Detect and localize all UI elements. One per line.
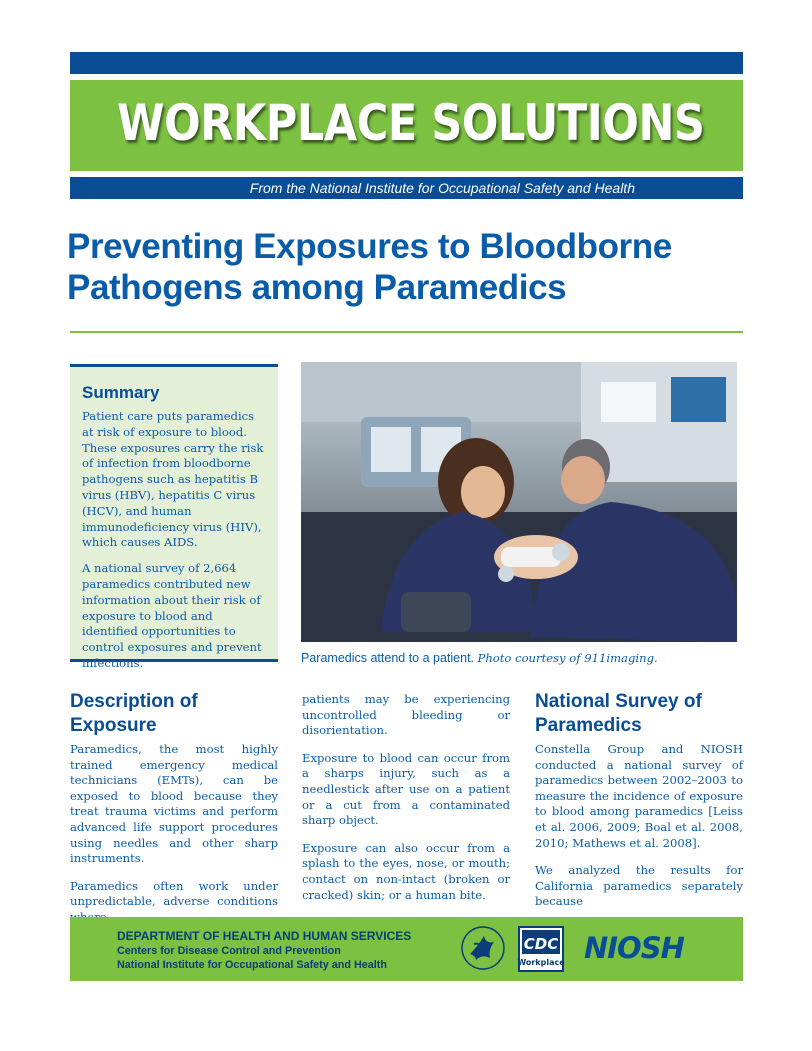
- survey-heading-line2: Paramedics: [535, 715, 642, 736]
- page-title-line2: Pathogens among Paramedics: [67, 268, 567, 307]
- subtitle-text: From the National Institute for Occupational Safety and Health: [249, 180, 635, 196]
- header-top-bar: [70, 52, 743, 74]
- footer-niosh-name: National Institute for Occupational Safety and Health: [117, 959, 387, 971]
- description-paragraph-3: patients may be experiencing uncontrolled bleeding or disorientation.: [302, 692, 510, 738]
- summary-box: [70, 364, 278, 670]
- photo-credit: Photo courtesy of 911imaging.: [477, 651, 658, 665]
- footer-agency-text: [117, 928, 411, 972]
- footer-cdc-name: Centers for Disease Control and Prevention: [117, 945, 341, 957]
- photo-caption: [301, 651, 741, 665]
- description-heading-line1: Description of: [70, 691, 198, 712]
- subtitle-bar: [70, 177, 743, 199]
- paramedics-photo-illustration: [301, 362, 737, 642]
- cdc-logo-text: CDC: [523, 935, 559, 953]
- cdc-logo-subtext: Workplace: [517, 958, 565, 967]
- niosh-logo: NIOSH: [584, 931, 684, 965]
- footer-department: DEPARTMENT OF HEALTH AND HUMAN SERVICES: [117, 929, 412, 943]
- description-paragraph-1: Paramedics, the most highly trained emergency medical technicians (EMTs), can be exposed to blood because they treat trauma victims and perform advanced life support procedures using needles and other sharp instruments.: [70, 742, 278, 866]
- survey-heading-line1: National Survey of: [535, 691, 702, 712]
- description-heading: [70, 690, 278, 738]
- footer-bar: [70, 917, 743, 981]
- paramedics-photo: [301, 362, 737, 642]
- page-title: [67, 226, 767, 308]
- description-continued-column: [302, 692, 510, 915]
- description-paragraph-2: Paramedics often work under unpredictable, adverse conditions: [70, 878, 278, 909]
- cdc-workplace-logo: [517, 925, 565, 977]
- page-title-line1: Preventing Exposures to Bloodborne: [67, 227, 672, 266]
- summary-heading: Summary: [82, 383, 160, 402]
- description-paragraph-5: Exposure can also occur from a splash to the eyes, nose, or mouth; contact on non-intact (broken or cracked) skin; or a human bite.: [302, 840, 510, 902]
- survey-heading: [535, 690, 743, 738]
- description-paragraph-4: Exposure to blood can occur from a sharps injury, such as a needlestick after use on a patient or a cut from a contaminated sharp object.: [302, 750, 510, 828]
- summary-paragraph-2: A national survey of 2,664 paramedics contributed new information about their risk of exposure to blood and identified opportunities to control exposures and prevent infections.: [82, 561, 262, 670]
- hhs-eagle-icon: [460, 924, 506, 976]
- summary-paragraph-1: Patient care puts paramedics at risk of exposure to blood. These exposures carry the risk of infection from bloodborne pathogens such as hepatitis B virus (HBV), hepatitis C virus (HCV), and human immunodeficiency virus (HIV), which causes AIDS.: [82, 409, 264, 550]
- title-divider: [70, 331, 743, 333]
- photo-caption-text: Paramedics attend to a patient.: [301, 651, 475, 665]
- banner-title: WORKPLACE SOLUTIONS: [117, 94, 705, 152]
- survey-column: [535, 690, 743, 922]
- survey-paragraph-2: We analyzed the results for California paramedics separately because: [535, 863, 743, 909]
- description-column: [70, 690, 278, 938]
- survey-paragraph-1: Constella Group and NIOSH conducted a national survey of paramedics between 2002–2003 to measure the incidence of exposure to blood among paramedics [Leiss et al. 2006, 2009; Boal et al. 2008, 2010; Mathews et al. 2008].: [535, 742, 743, 850]
- banner: [70, 80, 743, 171]
- description-heading-line2: Exposure: [70, 715, 157, 736]
